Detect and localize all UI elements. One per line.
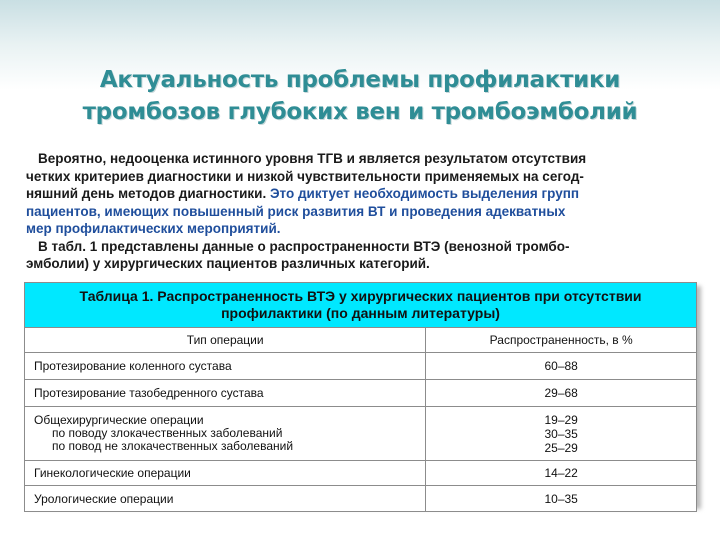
table-caption-line-2: профилактики (по данным литературы) — [221, 305, 500, 321]
row-value-sub-2: 25–29 — [544, 440, 578, 455]
paragraph-1-line-3 — [26, 185, 698, 203]
table-row — [25, 461, 697, 486]
row-value: 19–29 — [544, 412, 578, 427]
row-value: 60–88 — [426, 353, 697, 380]
table-row — [25, 353, 697, 380]
title-line-1: Актуальность проблемы профилактики — [99, 67, 621, 93]
paragraph-1-line-3-black: няшний день методов диагностики. — [26, 186, 267, 201]
row-value: 29–68 — [426, 380, 697, 407]
body-text — [26, 150, 698, 273]
row-value-group — [426, 407, 697, 461]
paragraph-1-line-2: четких критериев диагностики и низкой чувствительности применяемых на сегод- — [26, 168, 584, 184]
row-type: Урологические операции — [25, 486, 426, 512]
row-type-group — [25, 407, 426, 461]
paragraph-1-line-1: Вероятно, недооценка истинного уровня ТГВ и является результатом отсутствия — [38, 151, 587, 166]
header-operation-type: Тип операции — [25, 328, 426, 353]
header-prevalence: Распространенность, в % — [426, 328, 697, 353]
row-value-sub-1: 30–35 — [544, 426, 578, 441]
prevalence-table — [24, 282, 697, 512]
paragraph-1-highlight-start: Это диктует необходимость выделения групп — [266, 186, 580, 201]
table-row — [25, 380, 697, 407]
row-subtype-2: по повод не злокачественных заболеваний — [52, 439, 294, 453]
paragraph-2-line-1: В табл. 1 представлены данные о распространенности ВТЭ (венозной тромбо- — [38, 238, 570, 254]
paragraph-1-line-4: пациентов, имеющих повышенный риск развития ВТ и проведения адекватных — [26, 203, 566, 219]
table-header-row — [25, 328, 697, 353]
table-row — [25, 486, 697, 512]
slide-title — [60, 64, 660, 128]
row-subtype-1: по поводу злокачественных заболеваний — [52, 426, 283, 440]
row-type: Протезирование тазобедренного сустава — [25, 380, 426, 407]
paragraph-1-line-5: мер профилактических мероприятий. — [26, 221, 281, 236]
row-type: Гинекологические операции — [25, 461, 426, 486]
row-value: 14–22 — [426, 461, 697, 486]
row-type: Общехирургические операции — [34, 413, 204, 427]
table-row — [25, 407, 697, 461]
row-type: Протезирование коленного сустава — [25, 353, 426, 380]
table-caption — [25, 283, 697, 328]
title-line-2: тромбозов глубоких вен и тромбоэмболий — [82, 99, 638, 125]
table-caption-line-1: Таблица 1. Распространенность ВТЭ у хирургических пациентов при отсутствии — [79, 288, 642, 304]
row-value: 10–35 — [426, 486, 697, 512]
paragraph-2-line-2: эмболии) у хирургических пациентов различных категорий. — [26, 256, 430, 271]
